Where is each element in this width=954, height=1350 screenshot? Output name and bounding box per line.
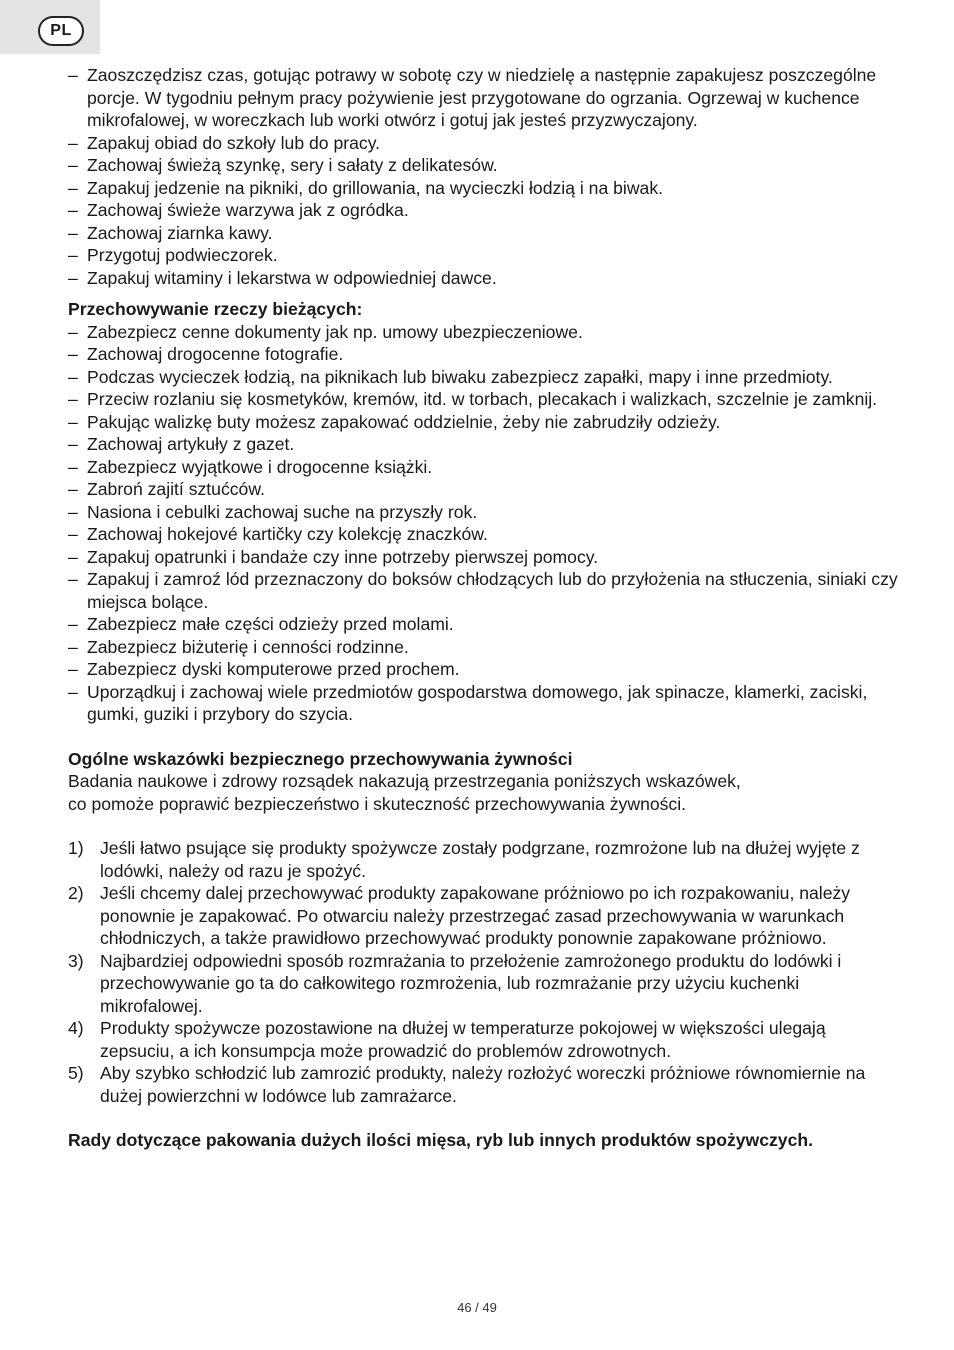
item-text: Najbardziej odpowiedni sposób rozmrażania to przełożenie zamrożonego produktu do lodówki i przechowywanie go ta do całkowitego rozmrożenia, lub rozmrażanie przy użyciu kuchenki mikrofalowej. bbox=[100, 950, 842, 1016]
language-badge: PL bbox=[38, 16, 84, 46]
numbered-item bbox=[68, 1062, 898, 1107]
intro-line: Badania naukowe i zdrowy rozsądek nakazują przestrzegania poniższych wskazówek, bbox=[68, 771, 741, 791]
list-item: – Zabezpiecz biżuterię i cenności rodzinne. bbox=[68, 636, 898, 659]
list-item: – Zachowaj drogocenne fotografie. bbox=[68, 343, 898, 366]
storage-tips-list bbox=[68, 321, 898, 726]
numbered-item bbox=[68, 1017, 898, 1062]
food-safety-list bbox=[68, 837, 898, 1107]
list-item: – Zachowaj hokejové kartičky czy kolekcję znaczków. bbox=[68, 523, 898, 546]
list-item: – Nasiona i cebulki zachowaj suche na przyszły rok. bbox=[68, 501, 898, 524]
list-item: – Zapakuj witaminy i lekarstwa w odpowiedniej dawce. bbox=[68, 267, 898, 290]
numbered-item bbox=[68, 950, 898, 1018]
list-item: – Przeciw rozlaniu się kosmetyków, kremów, itd. w torbach, plecakach i walizkach, szczelnie je zamknij. bbox=[68, 388, 898, 411]
section-heading-storage: Przechowywanie rzeczy bieżących: bbox=[68, 299, 363, 319]
usage-tips-list bbox=[68, 64, 898, 289]
item-number: 2) bbox=[68, 883, 84, 903]
list-item: – Zapakuj opatrunki i bandaże czy inne potrzeby pierwszej pomocy. bbox=[68, 546, 898, 569]
list-item: – Zabezpiecz dyski komputerowe przed prochem. bbox=[68, 658, 898, 681]
page-content bbox=[68, 64, 898, 1152]
section-heading-food-safety: Ogólne wskazówki bezpiecznego przechowywania żywności bbox=[68, 748, 573, 769]
item-number: 4) bbox=[68, 1018, 84, 1038]
list-item: – Zabezpiecz małe części odzieży przed molami. bbox=[68, 613, 898, 636]
item-text: Produkty spożywcze pozostawione na dłużej w temperaturze pokojowej w większości ulegają zepsuciu, a ich konsumpcja może prowadzić do problemów zdrowotnych. bbox=[100, 1018, 826, 1061]
item-number: 5) bbox=[68, 1063, 84, 1083]
list-item: – Zapakuj jedzenie na pikniki, do grillowania, na wycieczki łodzią i na biwak. bbox=[68, 177, 898, 200]
item-number: 1) bbox=[68, 838, 84, 858]
intro-line: co pomoże poprawić bezpieczeństwo i skuteczność przechowywania żywności. bbox=[68, 793, 687, 814]
list-item: – Zapakuj obiad do szkoły lub do pracy. bbox=[68, 132, 898, 155]
list-item: – Zachowaj świeżą szynkę, sery i sałaty z delikatesów. bbox=[68, 154, 898, 177]
list-item: – Zachowaj artykuły z gazet. bbox=[68, 433, 898, 456]
item-number: 3) bbox=[68, 950, 84, 971]
list-item: – Podczas wycieczek łodzią, na piknikach lub biwaku zabezpiecz zapałki, mapy i inne przedmioty. bbox=[68, 366, 898, 389]
list-item: – Zachowaj świeże warzywa jak z ogródka. bbox=[68, 199, 898, 222]
item-text: Jeśli chcemy dalej przechowywać produkty zapakowane próżniowo po ich rozpakowaniu, należy ponownie je zapakować. Po otwarciu należy przestrzegać zasad przechowywania w warunkach chłodniczych, a także prawidłowo przechowywać produkty ponownie zapakowane próżniowo. bbox=[100, 883, 851, 948]
numbered-item bbox=[68, 837, 898, 882]
item-text: Jeśli łatwo psujące się produkty spożywcze zostały podgrzane, rozmrożone lub na dłużej wyjęte z lodówki, należy od razu je spożyć. bbox=[100, 838, 860, 881]
section-heading-packing: Rady dotyczące pakowania dużych ilości mięsa, ryb lub innych produktów spożywczych. bbox=[68, 1130, 813, 1150]
numbered-item bbox=[68, 882, 898, 950]
page-number: 46 / 49 bbox=[457, 1300, 497, 1315]
list-item: – Pakując walizkę buty możesz zapakować oddzielnie, żeby nie zabrudziły odzieży. bbox=[68, 411, 898, 434]
list-item: – Zapakuj i zamroź lód przeznaczony do boksów chłodzących lub do przyłożenia na stłuczenia, siniaki czy miejsca bolące. bbox=[68, 568, 898, 613]
item-text: Aby szybko schłodzić lub zamrozić produkty, należy rozłożyć woreczki próżniowe równomiernie na dużej powierzchni w lodówce lub zamrażarce. bbox=[100, 1063, 866, 1106]
list-item: – Uporządkuj i zachowaj wiele przedmiotów gospodarstwa domowego, jak spinacze, klamerki, zaciski, gumki, guziki i przybory do szycia. bbox=[68, 681, 898, 726]
list-item: – Zabezpiecz wyjątkowe i drogocenne książki. bbox=[68, 456, 898, 479]
list-item: – Zabezpiecz cenne dokumenty jak np. umowy ubezpieczeniowe. bbox=[68, 321, 898, 344]
list-item: – Zabroń zajití sztućców. bbox=[68, 478, 898, 501]
list-item: – Przygotuj podwieczorek. bbox=[68, 244, 898, 267]
intro-paragraph bbox=[68, 770, 898, 815]
list-item: – Zaoszczędzisz czas, gotując potrawy w sobotę czy w niedzielę a następnie zapakujesz poszczególne porcje. W tygodniu pełnym pracy pożywienie jest przygotowane do ogrzania. Ogrzewaj w kuchence mikrofalowej, w woreczkach lub worki otwórz i gotuj jak jesteś przyzwyczajony. bbox=[68, 64, 898, 132]
list-item: – Zachowaj ziarnka kawy. bbox=[68, 222, 898, 245]
